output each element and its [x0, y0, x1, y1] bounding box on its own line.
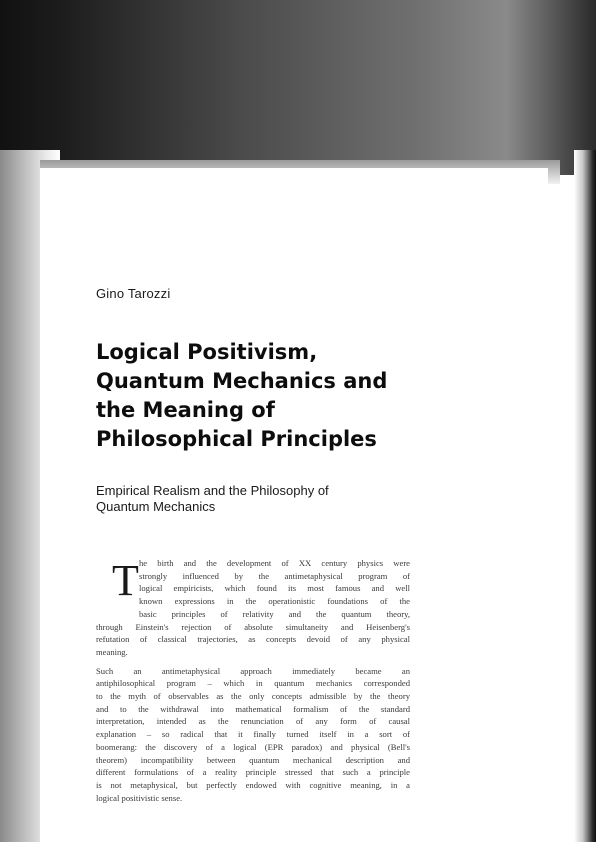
title-line: Philosophical Principles	[96, 427, 377, 451]
article-subtitle	[96, 483, 516, 515]
text-line: antiphilosophical program – which in quantum mechanics corresponded	[96, 678, 410, 689]
body-text	[96, 557, 410, 804]
subtitle-line: Quantum Mechanics	[96, 499, 216, 514]
title-line: Quantum Mechanics and	[96, 369, 388, 393]
author-name: Gino Tarozzi	[96, 286, 171, 301]
scanner-shadow-top	[0, 0, 596, 175]
paragraph-2	[96, 665, 410, 805]
text-line: through Einstein's rejection of absolute simultaneity and Heisenberg's	[96, 621, 410, 632]
text-line: logical empiricists, which found its most famous and well	[139, 583, 410, 594]
drop-cap: T	[112, 556, 139, 605]
title-line: Logical Positivism,	[96, 340, 318, 364]
text-line: is not metaphysical, but perfectly endowed with cognitive meaning, in a	[96, 779, 410, 790]
paragraph-1-continued	[96, 621, 410, 659]
text-line: and to the withdrawal into mathematical formalism of the standard	[96, 703, 410, 714]
text-line: Such an antimetaphysical approach immediately became an	[96, 665, 410, 676]
text-line: theorem) incompatibility between quantum mechanical description and	[96, 754, 410, 765]
text-line: basic principles of relativity and the quantum theory,	[139, 608, 410, 619]
article-title	[96, 338, 516, 454]
text-line: different formulations of a reality principle stressed that such a principle	[96, 767, 410, 778]
text-line: refutation of classical trajectories, as concepts devoid of any physical	[96, 634, 410, 645]
text-line: logical positivistic sense.	[96, 792, 183, 803]
text-line: known expressions in the operationistic foundations of the	[139, 596, 410, 607]
text-line: to the myth of observables as the only concepts admissible by the theory	[96, 691, 410, 702]
text-line: meaning.	[96, 646, 128, 657]
scanner-shadow-right	[574, 150, 596, 842]
text-line: explanation – so radical that it finally turned itself in a sort of	[96, 729, 410, 740]
paragraph-1-indented	[96, 557, 410, 621]
subtitle-line: Empirical Realism and the Philosophy of	[96, 483, 329, 498]
text-line: interpretation, intended as the renunciation of any form of causal	[96, 716, 410, 727]
title-line: the Meaning of	[96, 398, 275, 422]
text-line: he birth and the development of XX century physics were	[139, 558, 410, 568]
text-line: strongly influenced by the antimetaphysical program of	[139, 570, 410, 581]
text-line: boomerang: the discovery of a logical (EPR paradox) and physical (Bell's	[96, 741, 410, 752]
